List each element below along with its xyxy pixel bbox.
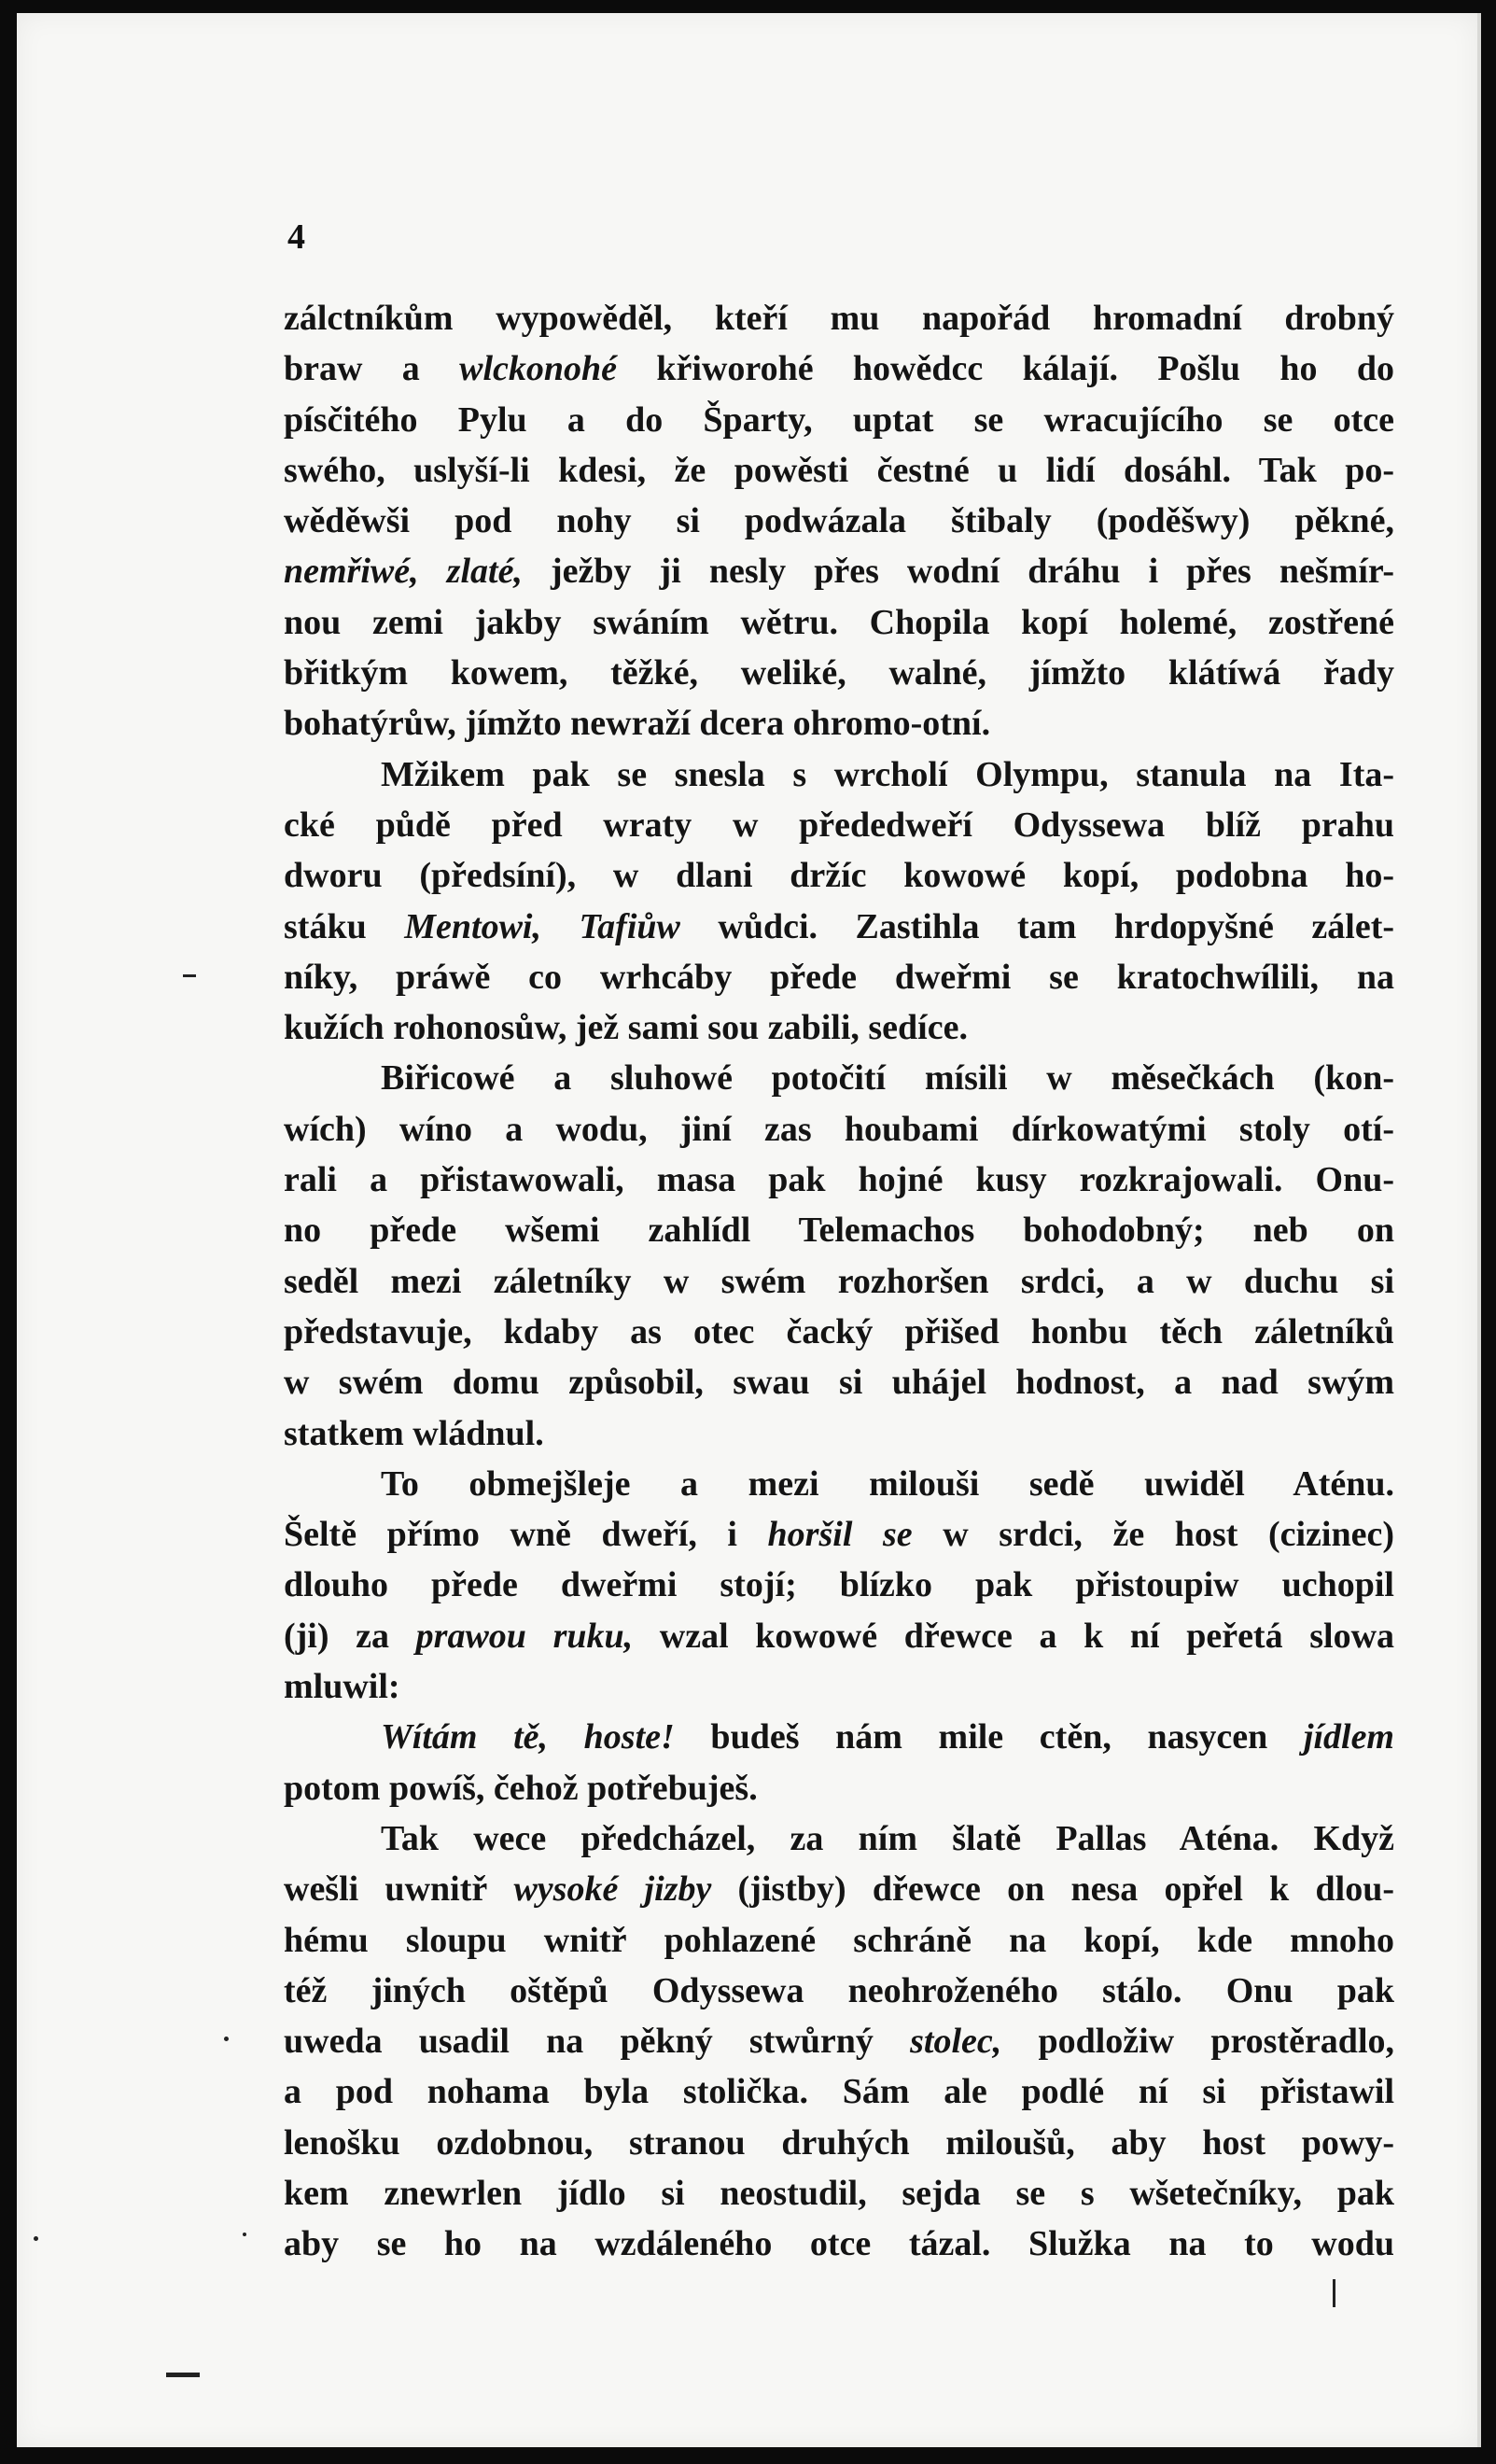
text-segment: wěděwši pod nohy si podwázala štibaly (poděšwy) pěkné, (284, 501, 1394, 541)
text-segment: břitkým kowem, těžké, weliké, walné, jímžto klátíwá řady (284, 653, 1394, 693)
text-segment: lenošku ozdobnou, stranou druhých miloušů, aby host powy- (284, 2122, 1394, 2163)
text-segment: dlouho přede dweřmi stojí; blízko pak přistoupiw uchopil (284, 1565, 1394, 1605)
italic-text: Mentowi, Tafiůw (404, 906, 680, 946)
text-line (284, 2016, 1394, 2066)
text-segment: dworu (předsíní), w dlani držíc kowowé kopí, podobna ho- (284, 856, 1394, 896)
text-segment: Mžikem pak se snesla s wrcholí Olympu, stanula na Ita- (381, 754, 1394, 794)
text-line (284, 1915, 1394, 1966)
italic-text: wlckonohé (459, 349, 618, 389)
text-line (284, 902, 1394, 952)
text-line (284, 343, 1394, 394)
text-segment: zálctníkům wypowěděl, kteří mu napořád hromadní drobný (284, 299, 1394, 338)
text-segment: swého, uslyší-li kdesi, že powěsti čestné u lidí dosáhl. Tak po- (284, 450, 1394, 490)
italic-text: jídlem (1303, 1717, 1394, 1757)
text-segment: představuje, kdaby as otec čacký přišed honbu těch záletníků (284, 1311, 1394, 1351)
book-page (17, 13, 1481, 2447)
text-line (284, 1763, 1394, 1813)
text-line (284, 648, 1394, 698)
text-line (284, 2219, 1394, 2269)
text-line (284, 1205, 1394, 1255)
text-segment: ježby ji nesly přes wodní dráhu i přes nešmír- (522, 552, 1394, 592)
italic-text: prawou ruku, (415, 1616, 634, 1656)
text-line (284, 395, 1394, 445)
text-segment: mluwil: (284, 1667, 400, 1707)
margin-tick (1333, 2279, 1335, 2307)
italic-text: wysoké jizby (513, 1869, 712, 1910)
text-segment: w swém domu způsobil, swau si uhájel hodnost, a nad swým (284, 1363, 1394, 1403)
text-segment: (ji) za (284, 1616, 416, 1656)
text-line (284, 1611, 1394, 1661)
italic-text: horšil se (767, 1515, 913, 1555)
italic-text: stolec, (910, 2022, 1002, 2062)
text-line (284, 1307, 1394, 1357)
text-line (284, 1155, 1394, 1205)
margin-dot (243, 2233, 246, 2236)
text-segment: Biřicowé a sluhowé potočití mísili w měsečkách (kon- (381, 1058, 1394, 1099)
text-line (284, 2066, 1394, 2117)
text-line (284, 445, 1394, 496)
text-line (284, 1459, 1394, 1509)
text-segment: hému sloupu wnitř pohlazené schráně na kopí, kde mnoho (284, 1920, 1394, 1960)
text-segment: kužích rohonosůw, jež sami sou zabili, sedíce. (284, 1008, 968, 1048)
text-segment: braw a (284, 349, 460, 389)
text-segment: wůdci. Zastihla tam hrdopyšné zálet- (679, 906, 1394, 946)
text-segment: (jistby) dřewce on nesa opřel k dlou- (711, 1869, 1394, 1910)
text-segment: rali a přistawowali, masa pak hojné kusy rozkrajowali. Onu- (284, 1160, 1394, 1200)
text-segment: nou zemi jakby swáním wětru. Chopila kopí holemé, zostřené (284, 602, 1394, 642)
text-segment: písčitého Pylu a do Šparty, uptat se wracujícího se otce (284, 399, 1394, 440)
text-segment: statkem wládnul. (284, 1413, 544, 1453)
text-line (284, 1408, 1394, 1459)
text-segment: uweda usadil na pěkný stwůrný (284, 2022, 911, 2062)
margin-smudge (183, 974, 196, 977)
text-line (284, 1256, 1394, 1307)
page-number: 4 (287, 217, 305, 257)
text-line (284, 850, 1394, 901)
text-line (284, 800, 1394, 850)
margin-dot (34, 2236, 38, 2241)
text-line (284, 952, 1394, 1002)
text-line (284, 496, 1394, 546)
text-segment: Šeltě přímo wně dweří, i (284, 1515, 768, 1555)
text-line (284, 1357, 1394, 1407)
margin-dot (224, 2037, 229, 2041)
text-line (284, 2168, 1394, 2219)
text-segment: podložiw prostěradlo, (1001, 2022, 1394, 2062)
text-segment: wzal kowowé dřewce a k ní peřetá slowa (633, 1616, 1394, 1656)
text-line (284, 698, 1394, 749)
text-segment: potom powíš, čehož potřebuješ. (284, 1768, 758, 1808)
italic-text: nemřiwé, zlaté, (284, 552, 523, 592)
text-segment: cké půdě před wraty w přededweří Odyssewa blíž prahu (284, 805, 1394, 845)
text-segment: aby se ho na wzdáleného otce tázal. Služka na to wodu (284, 2224, 1394, 2264)
text-line (284, 1712, 1394, 1762)
text-segment: též jiných oštěpů Odyssewa neohroženého stálo. Onu pak (284, 1970, 1394, 2010)
text-segment: kem znewrlen jídlo si neostudil, sejda se s wšetečníky, pak (284, 2173, 1394, 2213)
italic-text: Wítám tě, hoste! (381, 1717, 675, 1757)
text-segment: níky, práwě co wrhcáby přede dweřmi se kratochwílili, na (284, 957, 1394, 997)
text-line (284, 2118, 1394, 2168)
text-segment: no přede wšemi zahlídl Telemachos bohodobný; neb on (284, 1211, 1394, 1251)
text-segment: bohatýrůw, jímžto newraží dcera ohromo-otní. (284, 704, 991, 744)
text-line (284, 1864, 1394, 1914)
text-segment: Tak wece předcházel, za ním šlatě Pallas Aténa. Když (381, 1818, 1394, 1858)
text-line (284, 1661, 1394, 1712)
text-segment: seděl mezi záletníky w swém rozhoršen srdci, a w duchu si (284, 1261, 1394, 1301)
text-segment: To obmejšleje a mezi milouši sedě uwiděl Aténu. (381, 1463, 1394, 1504)
text-segment: wešli uwnitř (284, 1869, 514, 1910)
text-segment: stáku (284, 906, 405, 946)
text-segment: křiworohé howědcc kálají. Pošlu ho do (617, 349, 1394, 389)
margin-smudge (166, 2373, 200, 2377)
text-line (284, 749, 1394, 800)
text-line (284, 546, 1394, 596)
text-line (284, 1509, 1394, 1560)
text-line (284, 597, 1394, 648)
body-text (284, 293, 1394, 2270)
text-line (284, 1813, 1394, 1864)
text-segment: wích) wíno a wodu, jiní zas houbami dírkowatými stoly otí- (284, 1109, 1394, 1149)
text-segment: a pod nohama byla stolička. Sám ale podlé ní si přistawil (284, 2072, 1394, 2112)
text-line (284, 1104, 1394, 1155)
text-line (284, 1002, 1394, 1053)
text-line (284, 1560, 1394, 1610)
text-segment: w srdci, že host (cizinec) (912, 1515, 1394, 1555)
text-line (284, 1966, 1394, 2016)
text-line (284, 293, 1394, 343)
text-line (284, 1053, 1394, 1103)
text-segment: budeš nám mile ctěn, nasycen (674, 1717, 1304, 1757)
